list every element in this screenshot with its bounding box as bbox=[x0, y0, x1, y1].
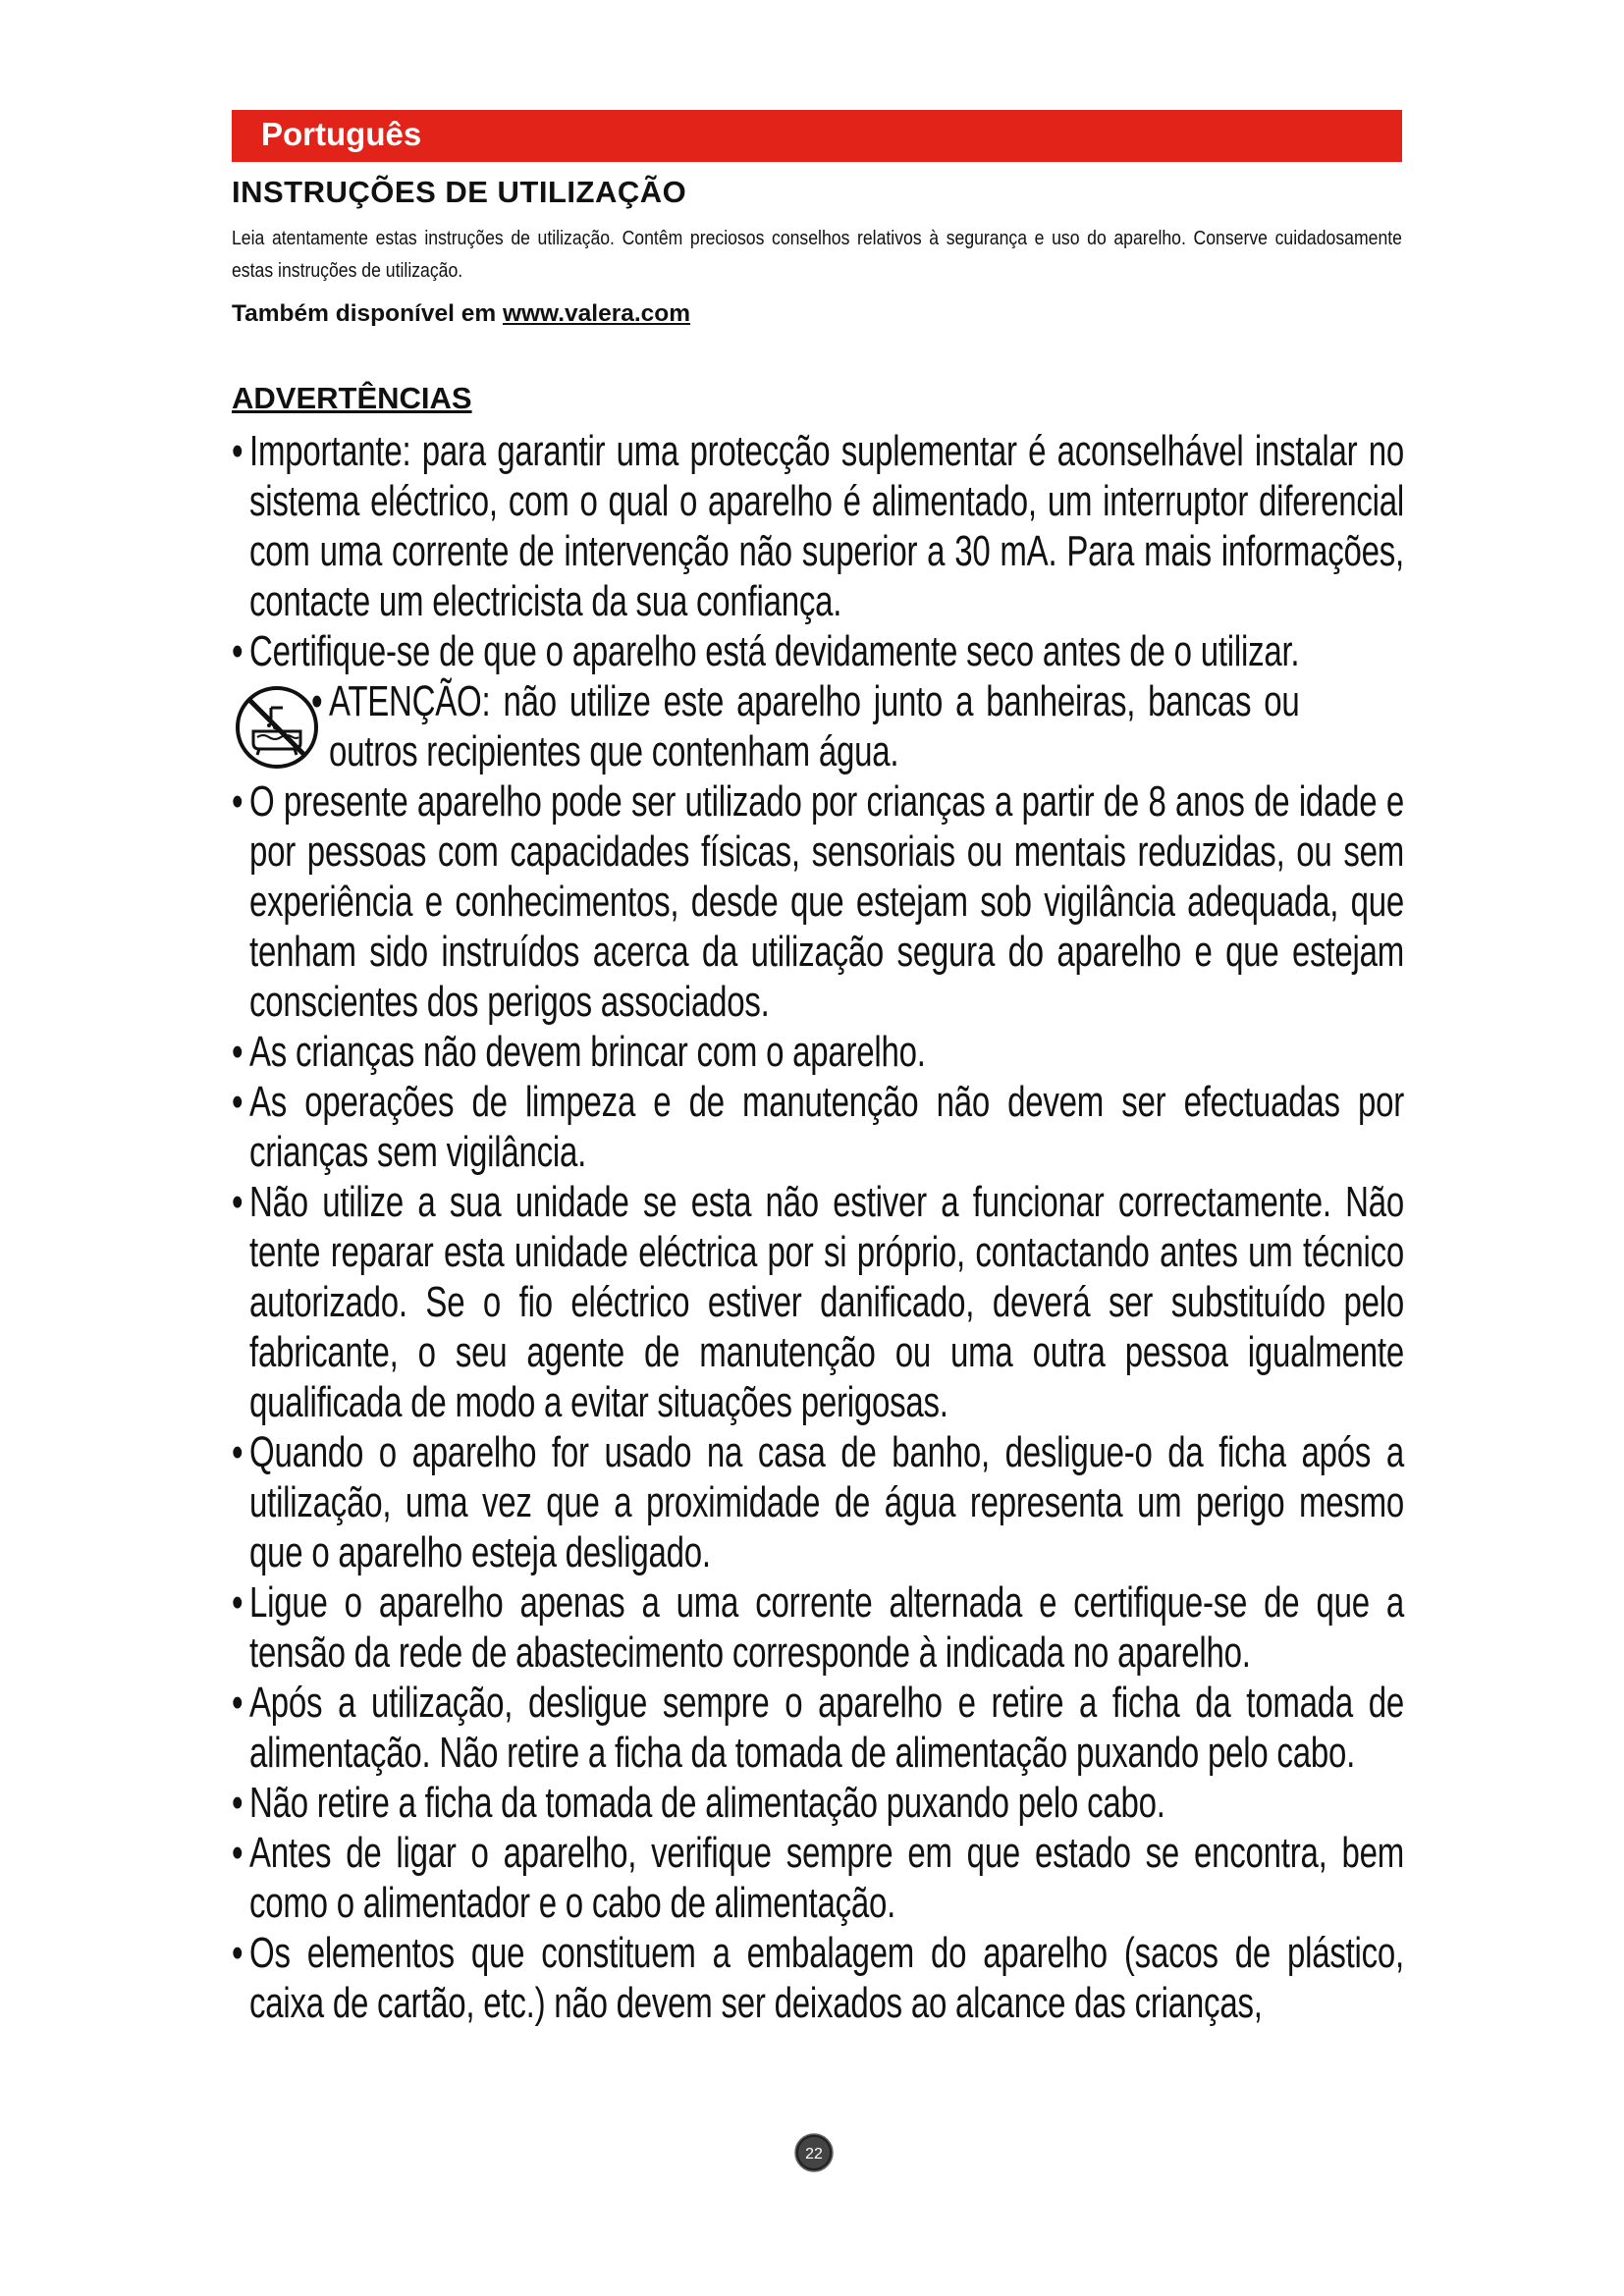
also-available-line bbox=[232, 300, 690, 328]
website-link[interactable]: www.valera.com bbox=[502, 300, 691, 327]
warning-item bbox=[232, 1778, 1402, 1828]
warning-text: Os elementos que constituem a embalagem do aparelho (sacos de plástico, caixa de cartão, etc.) não devem ser deixados ao alcance das crianças, bbox=[249, 1929, 1404, 2027]
bullet: • bbox=[232, 427, 244, 475]
warning-item bbox=[232, 1828, 1402, 1928]
warning-item bbox=[232, 1027, 1402, 1077]
page-number-badge bbox=[794, 2133, 834, 2172]
bullet: • bbox=[232, 627, 244, 675]
intro-paragraph: Leia atentamente estas instruções de utilização. Contêm preciosos conselhos relativos à segurança e uso do aparelho. Conserve cuidadosamente estas instruções de utilização. bbox=[232, 227, 1402, 282]
warning-text: Importante: para garantir uma protecção suplementar é aconselhável instalar no sistema eléctrico, com o qual o aparelho é alimentado, um interruptor diferencial com uma corrente de intervenção não superior a 30 mA. Para mais informações, contacte um electricista da sua confiança. bbox=[249, 427, 1404, 625]
warning-text: O presente aparelho pode ser utilizado por crianças a partir de 8 anos de idade e por pessoas com capacidades físicas, sensoriais ou mentais reduzidas, ou sem experiência e conhecimentos, desde que estejam sob vigilância adequada, que tenham sido instruídos acerca da utilização segura do aparelho e que estejam conscientes dos perigos associados. bbox=[249, 777, 1404, 1026]
warnings-heading: ADVERTÊNCIAS bbox=[232, 381, 472, 415]
warning-text: Quando o aparelho for usado na casa de banho, desligue-o da ficha após a utilização, uma vez que a proximidade de água representa um perigo mesmo que o aparelho esteja desligado. bbox=[249, 1428, 1404, 1576]
language-label: Português bbox=[261, 116, 422, 152]
warning-item-attention bbox=[232, 676, 1402, 776]
warning-text: Após a utilização, desligue sempre o aparelho e retire a ficha da tomada de alimentação. Não retire a ficha da tomada de alimentação puxando pelo cabo. bbox=[249, 1679, 1404, 1777]
warning-item bbox=[232, 776, 1402, 1027]
bullet: • bbox=[232, 1779, 244, 1827]
warning-text: Antes de ligar o aparelho, verifique sempre em que estado se encontra, bem como o alimentador e o cabo de alimentação. bbox=[249, 1829, 1404, 1927]
warning-text: Não utilize a sua unidade se esta não estiver a funcionar correctamente. Não tente reparar esta unidade eléctrica por si próprio, contactando antes um técnico autorizado. Se o fio eléctrico estiver danificado, deverá ser substituído pelo fabricante, o seu agente de manutenção ou uma outra pessoa igualmente qualificada de modo a evitar situações perigosas. bbox=[249, 1178, 1404, 1426]
bullet: • bbox=[232, 1028, 244, 1076]
bullet: • bbox=[232, 1428, 244, 1476]
bullet: • bbox=[232, 1178, 244, 1226]
document-title: INSTRUÇÕES DE UTILIZAÇÃO bbox=[232, 175, 687, 209]
warning-item bbox=[232, 1427, 1402, 1577]
warning-item bbox=[232, 626, 1402, 676]
warning-item bbox=[232, 1177, 1402, 1427]
warning-text: Ligue o aparelho apenas a uma corrente alternada e certifique-se de que a tensão da rede de abastecimento corresponde à indicada no aparelho. bbox=[249, 1578, 1404, 1677]
warning-text: ATENÇÃO: não utilize este aparelho junto a banheiras, bancas ou outros recipientes que contenham água. bbox=[329, 677, 1300, 775]
bullet: • bbox=[311, 677, 323, 725]
bullet: • bbox=[232, 1578, 244, 1627]
page-number: 22 bbox=[805, 2146, 823, 2163]
bullet: • bbox=[232, 1078, 244, 1126]
bullet: • bbox=[232, 777, 244, 826]
warnings-list bbox=[232, 426, 1402, 2028]
warning-text: Não retire a ficha da tomada de alimentação puxando pelo cabo. bbox=[249, 1779, 1165, 1827]
warning-item bbox=[232, 1577, 1402, 1678]
warning-item bbox=[232, 426, 1402, 626]
also-available-label: Também disponível em bbox=[232, 300, 497, 327]
language-banner bbox=[232, 110, 1402, 162]
warning-item bbox=[232, 1678, 1402, 1778]
warning-text: Certifique-se de que o aparelho está devidamente seco antes de o utilizar. bbox=[249, 627, 1300, 675]
warning-text: As crianças não devem brincar com o aparelho. bbox=[249, 1028, 926, 1076]
warning-item bbox=[232, 1928, 1402, 2028]
bullet: • bbox=[232, 1829, 244, 1877]
warning-item bbox=[232, 1077, 1402, 1177]
warning-text: As operações de limpeza e de manutenção não devem ser efectuadas por crianças sem vigilância. bbox=[249, 1078, 1404, 1176]
bullet: • bbox=[232, 1679, 244, 1727]
bullet: • bbox=[232, 1929, 244, 1977]
